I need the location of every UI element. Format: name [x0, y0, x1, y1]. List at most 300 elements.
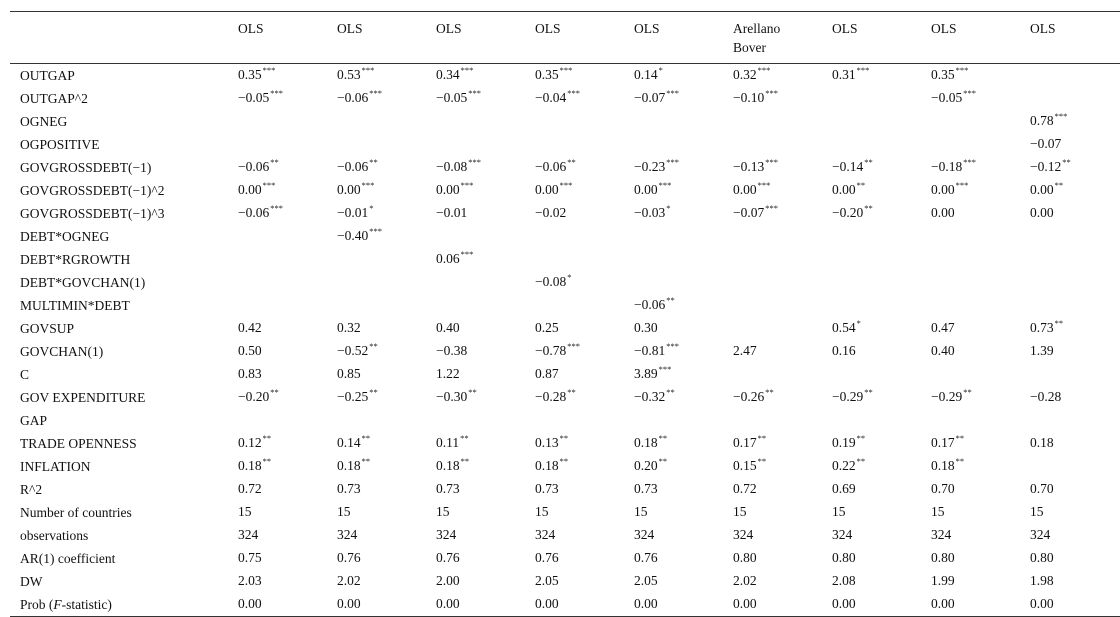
table-cell	[535, 271, 634, 294]
table-cell	[535, 248, 634, 271]
header-cell-model-8: OLS	[931, 21, 957, 36]
table-cell	[832, 593, 931, 617]
table-row	[10, 386, 1120, 409]
cell-value: 0.00	[931, 205, 955, 220]
table-cell	[634, 363, 733, 386]
significance-stars: **	[361, 456, 371, 466]
cell-value: 0.80	[1030, 550, 1054, 565]
table-cell	[238, 156, 337, 179]
header-cell-model-6: Arellano Bover	[733, 21, 781, 55]
regression-results-table	[10, 11, 1120, 617]
table-cell	[931, 455, 1030, 478]
table-cell	[238, 570, 337, 593]
cell-value: 0.76	[535, 550, 559, 565]
significance-stars: **	[757, 433, 767, 443]
row-label: GAP	[20, 412, 48, 428]
table-cell	[238, 64, 337, 88]
cell-value: 0.00	[436, 182, 460, 197]
cell-value: 0.73	[535, 481, 559, 496]
cell-value: 2.02	[733, 573, 757, 588]
cell-value: −0.20	[238, 389, 270, 404]
cell-value: 0.42	[238, 320, 262, 335]
header-cell-model-3: OLS	[436, 21, 462, 36]
table-cell	[733, 386, 832, 409]
cell-value: 2.05	[634, 573, 658, 588]
table-cell	[535, 317, 634, 340]
table-row	[10, 225, 1120, 248]
table-cell	[337, 271, 436, 294]
cell-value: 0.47	[931, 320, 955, 335]
cell-value: 0.70	[1030, 481, 1054, 496]
table-row	[10, 317, 1120, 340]
header-cell-model-1: OLS	[238, 21, 264, 36]
table-cell	[436, 478, 535, 501]
table-cell	[337, 432, 436, 455]
cell-value: 0.00	[535, 182, 559, 197]
cell-value: 0.35	[535, 67, 559, 82]
significance-stars: **	[1054, 180, 1064, 190]
significance-stars: ***	[361, 180, 375, 190]
cell-value: 0.17	[733, 435, 757, 450]
table-cell	[733, 409, 832, 432]
cell-value: 15	[1030, 504, 1044, 519]
cell-value: 0.18	[337, 458, 361, 473]
table-cell	[238, 248, 337, 271]
significance-stars: ***	[262, 65, 276, 75]
significance-stars: **	[666, 295, 675, 305]
table-cell	[931, 202, 1030, 225]
table-cell	[1030, 156, 1120, 179]
cell-value: 324	[634, 527, 655, 542]
table-row	[10, 271, 1120, 294]
cell-value: −0.29	[931, 389, 963, 404]
table-cell	[436, 271, 535, 294]
table-cell	[238, 432, 337, 455]
table-cell	[931, 478, 1030, 501]
table-cell	[337, 133, 436, 156]
cell-value: 0.25	[535, 320, 559, 335]
cell-value: 0.76	[436, 550, 460, 565]
table-cell	[832, 156, 931, 179]
table-cell	[238, 593, 337, 617]
significance-stars: *	[658, 65, 663, 75]
table-cell	[436, 317, 535, 340]
table-cell	[634, 317, 733, 340]
regression-table-container	[10, 11, 1110, 617]
cell-value: −0.38	[436, 343, 468, 358]
cell-value: 0.73	[436, 481, 460, 496]
cell-value: 0.00	[634, 596, 658, 611]
cell-value: 0.19	[832, 435, 856, 450]
table-cell	[1030, 409, 1120, 432]
table-cell	[436, 225, 535, 248]
table-cell	[337, 524, 436, 547]
table-cell	[733, 225, 832, 248]
table-cell	[337, 547, 436, 570]
table-cell	[238, 133, 337, 156]
table-cell	[238, 179, 337, 202]
table-cell	[931, 64, 1030, 88]
cell-value: −0.06	[238, 205, 270, 220]
table-cell	[733, 524, 832, 547]
table-cell	[436, 202, 535, 225]
significance-stars: **	[757, 456, 767, 466]
cell-value: 0.00	[733, 596, 757, 611]
significance-stars: ***	[559, 180, 573, 190]
table-cell	[832, 248, 931, 271]
table-cell	[238, 478, 337, 501]
cell-value: −0.28	[1030, 389, 1062, 404]
row-label: OGPOSITIVE	[20, 136, 100, 152]
row-label: OUTGAP	[20, 67, 75, 83]
row-label: GOV EXPENDITURE	[20, 389, 146, 405]
cell-value: 0.76	[337, 550, 361, 565]
table-row	[10, 340, 1120, 363]
cell-value: 2.03	[238, 573, 262, 588]
row-label: DEBT*OGNEG	[20, 228, 110, 244]
table-cell	[535, 133, 634, 156]
significance-stars: **	[559, 433, 569, 443]
significance-stars: ***	[658, 180, 672, 190]
significance-stars: *	[856, 318, 861, 328]
table-cell	[733, 179, 832, 202]
significance-stars: **	[559, 456, 569, 466]
cell-value: 15	[436, 504, 450, 519]
table-cell	[436, 570, 535, 593]
table-cell	[931, 156, 1030, 179]
cell-value: 0.11	[436, 435, 460, 450]
table-cell	[634, 225, 733, 248]
cell-value: 0.00	[535, 596, 559, 611]
cell-value: 0.72	[733, 481, 757, 496]
cell-value: 0.00	[436, 596, 460, 611]
cell-value: 0.06	[436, 251, 460, 266]
table-cell	[931, 501, 1030, 524]
table-cell	[337, 179, 436, 202]
cell-value: 324	[832, 527, 853, 542]
cell-value: −0.07	[733, 205, 765, 220]
table-cell	[1030, 110, 1120, 133]
significance-stars: ***	[757, 65, 771, 75]
table-cell	[238, 386, 337, 409]
significance-stars: **	[955, 456, 965, 466]
table-cell	[535, 340, 634, 363]
table-cell	[634, 478, 733, 501]
cell-value: −0.08	[535, 274, 567, 289]
cell-value: 15	[832, 504, 846, 519]
table-cell	[1030, 363, 1120, 386]
significance-stars: ***	[963, 157, 976, 167]
significance-stars: **	[369, 341, 378, 351]
row-label: INFLATION	[20, 458, 91, 474]
table-cell	[931, 133, 1030, 156]
cell-value: −0.52	[337, 343, 369, 358]
cell-value: 0.50	[238, 343, 262, 358]
cell-value: 0.00	[238, 596, 262, 611]
significance-stars: ***	[658, 364, 672, 374]
table-cell	[931, 317, 1030, 340]
table-cell	[832, 363, 931, 386]
table-cell	[337, 294, 436, 317]
cell-value: 0.18	[436, 458, 460, 473]
row-label: DEBT*RGROWTH	[20, 251, 131, 267]
cell-value: 0.00	[1030, 596, 1054, 611]
cell-value: 15	[931, 504, 945, 519]
table-row	[10, 409, 1120, 432]
table-cell	[535, 179, 634, 202]
cell-value: 324	[436, 527, 457, 542]
significance-stars: ***	[567, 88, 580, 98]
table-cell	[436, 64, 535, 88]
table-cell	[634, 133, 733, 156]
cell-value: 0.13	[535, 435, 559, 450]
row-label-part: Prob (	[20, 596, 54, 612]
table-cell	[337, 64, 436, 88]
cell-value: 0.00	[733, 182, 757, 197]
table-cell	[436, 294, 535, 317]
table-cell	[634, 386, 733, 409]
table-cell	[634, 593, 733, 617]
table-row	[10, 432, 1120, 455]
significance-stars: **	[567, 157, 576, 167]
significance-stars: ***	[262, 180, 276, 190]
table-cell	[1030, 524, 1120, 547]
table-row	[10, 179, 1120, 202]
significance-stars: ***	[666, 341, 679, 351]
table-cell	[436, 501, 535, 524]
cell-value: 324	[535, 527, 556, 542]
cell-value: −0.06	[535, 159, 567, 174]
table-cell	[1030, 294, 1120, 317]
table-cell	[238, 294, 337, 317]
cell-value: −0.30	[436, 389, 468, 404]
cell-value: 3.89	[634, 366, 658, 381]
row-label: TRADE OPENNESS	[20, 435, 137, 451]
cell-value: 2.08	[832, 573, 856, 588]
cell-value: 0.00	[832, 596, 856, 611]
cell-value: −0.25	[337, 389, 369, 404]
significance-stars: **	[270, 387, 279, 397]
cell-value: 0.22	[832, 458, 856, 473]
table-cell	[337, 409, 436, 432]
cell-value: −0.14	[832, 159, 864, 174]
cell-value: 0.73	[1030, 320, 1054, 335]
table-cell	[337, 317, 436, 340]
table-cell	[931, 432, 1030, 455]
cell-value: 0.70	[931, 481, 955, 496]
cell-value: −0.05	[238, 90, 270, 105]
cell-value: 0.31	[832, 67, 856, 82]
table-row	[10, 547, 1120, 570]
significance-stars: ***	[666, 157, 679, 167]
cell-value: −0.05	[436, 90, 468, 105]
table-row	[10, 455, 1120, 478]
row-label: OUTGAP^2	[20, 90, 88, 106]
significance-stars: **	[369, 157, 378, 167]
cell-value: 0.18	[238, 458, 262, 473]
significance-stars: **	[460, 456, 470, 466]
table-cell	[337, 110, 436, 133]
table-cell	[337, 570, 436, 593]
table-row	[10, 248, 1120, 271]
cell-value: 0.00	[337, 182, 361, 197]
significance-stars: ***	[369, 226, 382, 236]
significance-stars: **	[468, 387, 477, 397]
table-cell	[832, 409, 931, 432]
cell-value: −0.32	[634, 389, 666, 404]
table-cell	[337, 455, 436, 478]
table-cell	[436, 432, 535, 455]
cell-value: −0.28	[535, 389, 567, 404]
table-header	[10, 12, 1120, 64]
table-row	[10, 110, 1120, 133]
significance-stars: **	[856, 433, 866, 443]
table-cell	[436, 363, 535, 386]
cell-value: 0.80	[733, 550, 757, 565]
cell-value: −0.03	[634, 205, 666, 220]
table-cell	[931, 409, 1030, 432]
table-cell	[832, 432, 931, 455]
row-label	[10, 593, 238, 617]
cell-value: −0.78	[535, 343, 567, 358]
cell-value: 0.69	[832, 481, 856, 496]
table-cell	[634, 294, 733, 317]
table-cell	[436, 593, 535, 617]
table-cell	[634, 409, 733, 432]
table-cell	[337, 501, 436, 524]
table-cell	[535, 570, 634, 593]
table-cell	[535, 110, 634, 133]
table-cell	[337, 202, 436, 225]
row-label-part: F	[53, 596, 62, 612]
significance-stars: **	[658, 433, 668, 443]
table-cell	[535, 455, 634, 478]
cell-value: 0.87	[535, 366, 559, 381]
table-cell	[634, 179, 733, 202]
table-cell	[931, 294, 1030, 317]
table-cell	[436, 524, 535, 547]
cell-value: 0.32	[733, 67, 757, 82]
significance-stars: **	[666, 387, 675, 397]
table-cell	[535, 547, 634, 570]
table-cell	[634, 64, 733, 88]
significance-stars: ***	[468, 157, 481, 167]
significance-stars: **	[369, 387, 378, 397]
table-row	[10, 593, 1120, 617]
table-cell	[634, 455, 733, 478]
cell-value: 2.05	[535, 573, 559, 588]
table-cell	[337, 593, 436, 617]
significance-stars: **	[270, 157, 279, 167]
table-cell	[832, 455, 931, 478]
cell-value: 0.40	[931, 343, 955, 358]
table-cell	[634, 547, 733, 570]
table-cell	[634, 524, 733, 547]
header-cell-model-5: OLS	[634, 21, 660, 36]
cell-value: 2.47	[733, 343, 757, 358]
cell-value: 0.35	[931, 67, 955, 82]
cell-value: 0.18	[535, 458, 559, 473]
table-cell	[832, 317, 931, 340]
significance-stars: ***	[460, 249, 474, 259]
cell-value: 0.14	[337, 435, 361, 450]
cell-value: 0.54	[832, 320, 856, 335]
table-cell	[733, 363, 832, 386]
table-cell	[832, 133, 931, 156]
significance-stars: ***	[559, 65, 573, 75]
table-cell	[931, 363, 1030, 386]
table-cell	[832, 340, 931, 363]
row-label: AR(1) coefficient	[20, 550, 116, 566]
table-cell	[436, 156, 535, 179]
significance-stars: **	[658, 456, 668, 466]
significance-stars: ***	[369, 88, 382, 98]
cell-value: 0.30	[634, 320, 658, 335]
significance-stars: **	[864, 387, 873, 397]
cell-value: −0.23	[634, 159, 666, 174]
cell-value: −0.10	[733, 90, 765, 105]
cell-value: −0.05	[931, 90, 963, 105]
cell-value: −0.06	[634, 297, 666, 312]
table-cell	[733, 501, 832, 524]
table-cell	[733, 432, 832, 455]
row-label: GOVGROSSDEBT(−1)^2	[20, 182, 165, 198]
table-cell	[832, 64, 931, 88]
row-label: R^2	[20, 481, 43, 497]
table-cell	[337, 225, 436, 248]
cell-value: 0.73	[634, 481, 658, 496]
table-row	[10, 478, 1120, 501]
table-cell	[733, 110, 832, 133]
table-row	[10, 294, 1120, 317]
row-label: C	[20, 366, 30, 382]
significance-stars: ***	[765, 88, 778, 98]
table-cell	[733, 271, 832, 294]
table-cell	[832, 501, 931, 524]
row-label: Number of countries	[20, 504, 132, 520]
table-cell	[931, 248, 1030, 271]
table-cell	[832, 294, 931, 317]
table-cell	[535, 593, 634, 617]
table-body	[10, 64, 1120, 617]
table-cell	[337, 363, 436, 386]
table-cell	[436, 547, 535, 570]
significance-stars: ***	[567, 341, 580, 351]
cell-value: 0.32	[337, 320, 361, 335]
cell-value: 0.34	[436, 67, 460, 82]
row-label: GOVSUP	[20, 320, 75, 336]
table-row	[10, 87, 1120, 110]
table-row	[10, 202, 1120, 225]
table-cell	[634, 570, 733, 593]
table-cell	[733, 317, 832, 340]
table-cell	[1030, 87, 1120, 110]
cell-value: −0.07	[634, 90, 666, 105]
table-cell	[535, 87, 634, 110]
significance-stars: ***	[757, 180, 771, 190]
cell-value: 0.85	[337, 366, 361, 381]
table-cell	[733, 570, 832, 593]
table-cell	[436, 455, 535, 478]
table-cell	[1030, 133, 1120, 156]
cell-value: 0.00	[337, 596, 361, 611]
table-cell	[238, 225, 337, 248]
table-cell	[535, 432, 634, 455]
row-label: GOVGROSSDEBT(−1)	[20, 159, 152, 175]
table-cell	[832, 225, 931, 248]
significance-stars: **	[955, 433, 965, 443]
table-cell	[634, 271, 733, 294]
